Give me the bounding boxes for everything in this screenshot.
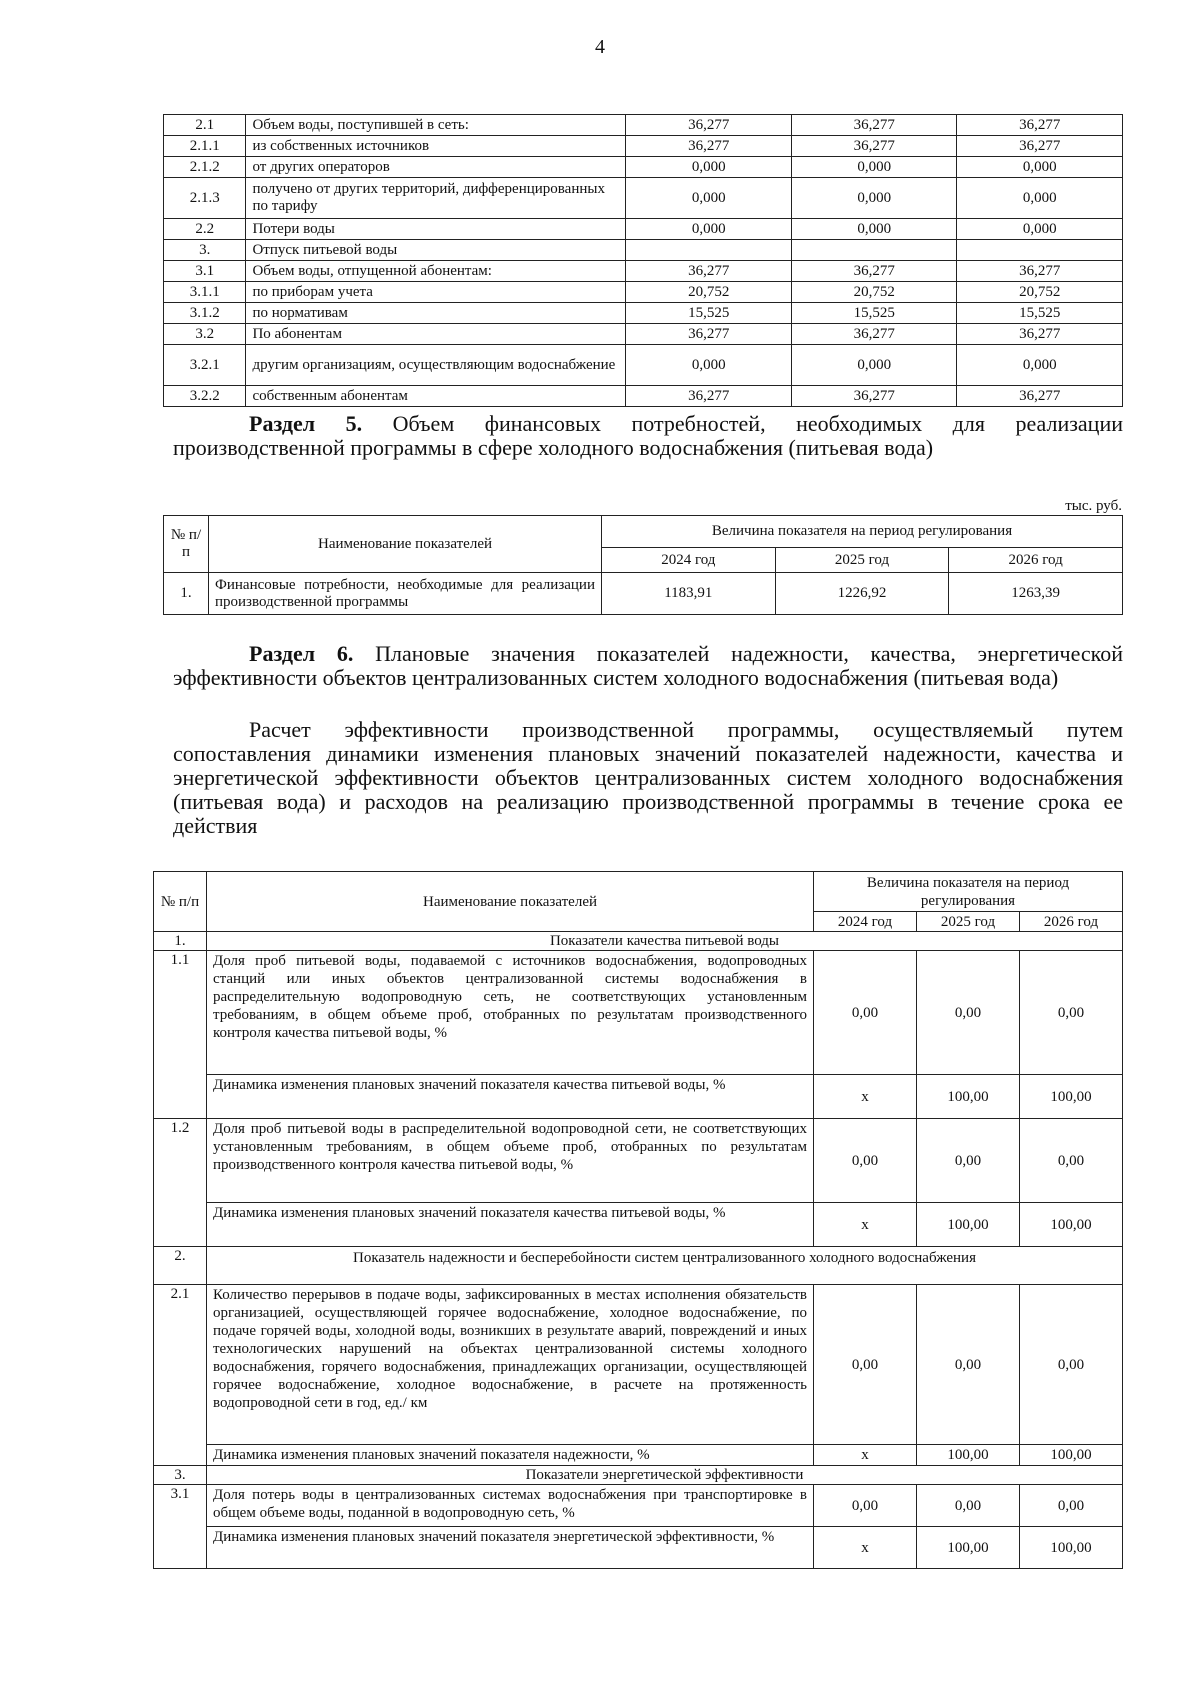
row-value-2024 [626,240,792,261]
row-num: 2.1 [154,1285,207,1466]
header-period: Величина показателя на период регулирования [602,516,1123,548]
row-value-2026: 15,525 [957,303,1123,324]
header-year-2025: 2025 год [775,548,949,573]
row-value-2026: 0,000 [957,345,1123,386]
section6-paragraph: Расчет эффективности производственной программы, осуществляемый путем сопоставления динамики изменения плановых значений показателей надежности, качества и энергетической эффективности объектов централизованных систем холодного водоснабжения (питьевая вода) и расходов на реализацию производственной программы в течение срока ее действия [173,717,1123,838]
header-year-2024: 2024 год [602,548,776,573]
row-name: из собственных источников [246,136,626,157]
units-label: тыс. руб. [1065,498,1122,514]
row-value-2026: 0,000 [957,157,1123,178]
row-value-2026: 0,000 [957,219,1123,240]
row-name: по приборам учета [246,282,626,303]
row-code: 2.1.3 [164,178,246,219]
row-2025: 0,00 [917,1285,1020,1445]
header-year-2024: 2024 год [814,912,917,932]
row-value-2026: 36,277 [957,115,1123,136]
row-name: Отпуск питьевой воды [246,240,626,261]
row-code: 2.2 [164,219,246,240]
water-balance-table [163,114,1123,407]
row-value-2026: 20,752 [957,282,1123,303]
row-value-2025: 20,752 [791,282,957,303]
row-2024: х [814,1075,917,1119]
table-row [164,178,1123,219]
row-2024: 0,00 [814,1119,917,1203]
row-2024: 0,00 [814,1485,917,1527]
row-value-2025: 36,277 [791,324,957,345]
table-row [164,303,1123,324]
row-code: 3. [164,240,246,261]
row-name: от других операторов [246,157,626,178]
row-num: 1.2 [154,1119,207,1247]
header-name: Наименование показателей [207,872,814,932]
row-2026: 100,00 [1020,1445,1123,1466]
row-code: 2.1.1 [164,136,246,157]
row-2024: х [814,1203,917,1247]
row-value-2025: 36,277 [791,115,957,136]
row-value-2025: 0,000 [791,219,957,240]
row-name: собственным абонентам [246,386,626,407]
group-num: 1. [154,932,207,951]
row-2026: 100,00 [1020,1203,1123,1247]
row-2024: х [814,1527,917,1569]
row-2026: 100,00 [1020,1527,1123,1569]
group-row [154,1247,1123,1285]
row-code: 3.1.2 [164,303,246,324]
row-value-2024: 20,752 [626,282,792,303]
row-desc: Количество перерывов в подаче воды, зафиксированных в местах исполнения обязательств организацией, осуществляющей горячее водоснабжение, холодное водоснабжение, по подаче горячей воды, холодной воды, возникших в результате аварий, повреждений и иных технологических нарушений на объектах централизованной системы холодного водоснабжения, горячего водоснабжения, принадлежащих организации, осуществляющей горячее водоснабжение, холодное водоснабжение, в расчете на протяженность водопроводной сети в год, ед./ км [207,1285,814,1445]
section6-title: Плановые значения показателей надежности, качества, энергетической эффективности объектов централизованных систем холодного водоснабжения (питьевая вода) [173,641,1123,690]
table-row [164,240,1123,261]
header-num: № п/п [164,516,209,573]
row-value-2025: 36,277 [791,261,957,282]
row-value-2025: 0,000 [791,345,957,386]
row-desc: Доля проб питьевой воды в распределительной водопроводной сети, не соответствующих установленным требованиям, в общем объеме проб, отобранных по результатам производственного контроля качества питьевой воды, % [207,1119,814,1203]
section5-title: Объем финансовых потребностей, необходимых для реализации производственной программы в сфере холодного водоснабжения (питьевая вода) [173,411,1123,460]
row-code: 2.1.2 [164,157,246,178]
header-num: № п/п [154,872,207,932]
group-num: 3. [154,1466,207,1485]
row-value-2025: 36,277 [791,386,957,407]
fin-row-num: 1. [164,573,209,615]
row-desc: Динамика изменения плановых значений показателя качества питьевой воды, % [207,1203,814,1247]
table-row [154,951,1123,1075]
row-value-2024: 0,000 [626,219,792,240]
row-desc: Доля проб питьевой воды, подаваемой с источников водоснабжения, водопроводных станций или иных объектов централизованной системы водоснабжения в распределительную водопроводную сеть, не соответствующих установленным требованиям, в общем объеме проб, отобранных по результатам производственного контроля качества питьевой воды, % [207,951,814,1075]
row-code: 3.1.1 [164,282,246,303]
table-row [164,282,1123,303]
row-name: Объем воды, поступившей в сеть: [246,115,626,136]
row-2024: 0,00 [814,1285,917,1445]
row-value-2024: 36,277 [626,136,792,157]
table-row [154,1527,1123,1569]
page-number: 4 [595,36,605,58]
row-name: Объем воды, отпущенной абонентам: [246,261,626,282]
header-name: Наименование показателей [209,516,602,573]
row-value-2024: 0,000 [626,178,792,219]
row-value-2024: 36,277 [626,324,792,345]
fin-row-2025: 1226,92 [775,573,949,615]
table-row [154,1485,1123,1527]
table-row [154,1119,1123,1203]
table-row [164,345,1123,386]
fin-row-2026: 1263,39 [949,573,1123,615]
row-value-2026: 36,277 [957,324,1123,345]
table-row [154,1203,1123,1247]
row-2026: 100,00 [1020,1075,1123,1119]
group-row [154,932,1123,951]
row-2025: 100,00 [917,1075,1020,1119]
group-num: 2. [154,1247,207,1285]
row-code: 3.2 [164,324,246,345]
row-value-2026: 0,000 [957,178,1123,219]
table-row [164,324,1123,345]
row-value-2026: 36,277 [957,386,1123,407]
section6-heading [173,642,1123,690]
row-name: по нормативам [246,303,626,324]
row-value-2026: 36,277 [957,261,1123,282]
row-code: 2.1 [164,115,246,136]
table-row [154,1285,1123,1445]
row-code: 3.2.1 [164,345,246,386]
row-name: Потери воды [246,219,626,240]
row-desc: Доля потерь воды в централизованных системах водоснабжения при транспортировке в общем объеме воды, поданной в водопроводную сеть, % [207,1485,814,1527]
row-desc: Динамика изменения плановых значений показателя надежности, % [207,1445,814,1466]
row-2025: 100,00 [917,1445,1020,1466]
row-2024: 0,00 [814,951,917,1075]
row-desc: Динамика изменения плановых значений показателя энергетической эффективности, % [207,1527,814,1569]
section5-label: Раздел 5. [249,411,363,436]
row-value-2025: 15,525 [791,303,957,324]
table-row [164,219,1123,240]
section5-heading [173,412,1123,460]
header-period: Величина показателя на период регулирования [814,872,1123,912]
fin-row-name: Финансовые потребности, необходимые для реализации производственной программы [209,573,602,615]
row-2026: 0,00 [1020,1285,1123,1445]
indicators-table [153,871,1123,1569]
header-year-2026: 2026 год [949,548,1123,573]
header-year-2025: 2025 год [917,912,1020,932]
group-title: Показатель надежности и бесперебойности систем централизованного холодного водоснабжения [207,1247,1123,1285]
table-row [164,136,1123,157]
row-value-2025: 36,277 [791,136,957,157]
row-value-2025: 0,000 [791,157,957,178]
row-2026: 0,00 [1020,1485,1123,1527]
row-value-2024: 36,277 [626,386,792,407]
row-value-2025: 0,000 [791,178,957,219]
row-value-2025 [791,240,957,261]
row-2025: 0,00 [917,1485,1020,1527]
row-2026: 0,00 [1020,951,1123,1075]
row-num: 3.1 [154,1485,207,1569]
table-row [154,1075,1123,1119]
row-value-2026 [957,240,1123,261]
group-title: Показатели энергетической эффективности [207,1466,1123,1485]
group-row [154,1466,1123,1485]
row-value-2024: 15,525 [626,303,792,324]
table-row [154,1445,1123,1466]
table-row [164,115,1123,136]
row-2026: 0,00 [1020,1119,1123,1203]
row-name: По абонентам [246,324,626,345]
row-code: 3.2.2 [164,386,246,407]
group-title: Показатели качества питьевой воды [207,932,1123,951]
row-num: 1.1 [154,951,207,1119]
row-2025: 0,00 [917,1119,1020,1203]
row-name: другим организациям, осуществляющим водоснабжение [246,345,626,386]
row-2025: 0,00 [917,951,1020,1075]
row-value-2024: 36,277 [626,261,792,282]
table-row [164,386,1123,407]
table-row [164,261,1123,282]
row-value-2024: 0,000 [626,345,792,386]
row-name: получено от других территорий, дифференцированных по тарифу [246,178,626,219]
row-desc: Динамика изменения плановых значений показателя качества питьевой воды, % [207,1075,814,1119]
row-value-2026: 36,277 [957,136,1123,157]
row-2025: 100,00 [917,1527,1020,1569]
header-year-2026: 2026 год [1020,912,1123,932]
row-value-2024: 36,277 [626,115,792,136]
row-value-2024: 0,000 [626,157,792,178]
table-row [164,157,1123,178]
section6-label: Раздел 6. [249,641,354,666]
row-code: 3.1 [164,261,246,282]
row-2024: х [814,1445,917,1466]
fin-row-2024: 1183,91 [602,573,776,615]
financial-needs-table [163,515,1123,615]
row-2025: 100,00 [917,1203,1020,1247]
